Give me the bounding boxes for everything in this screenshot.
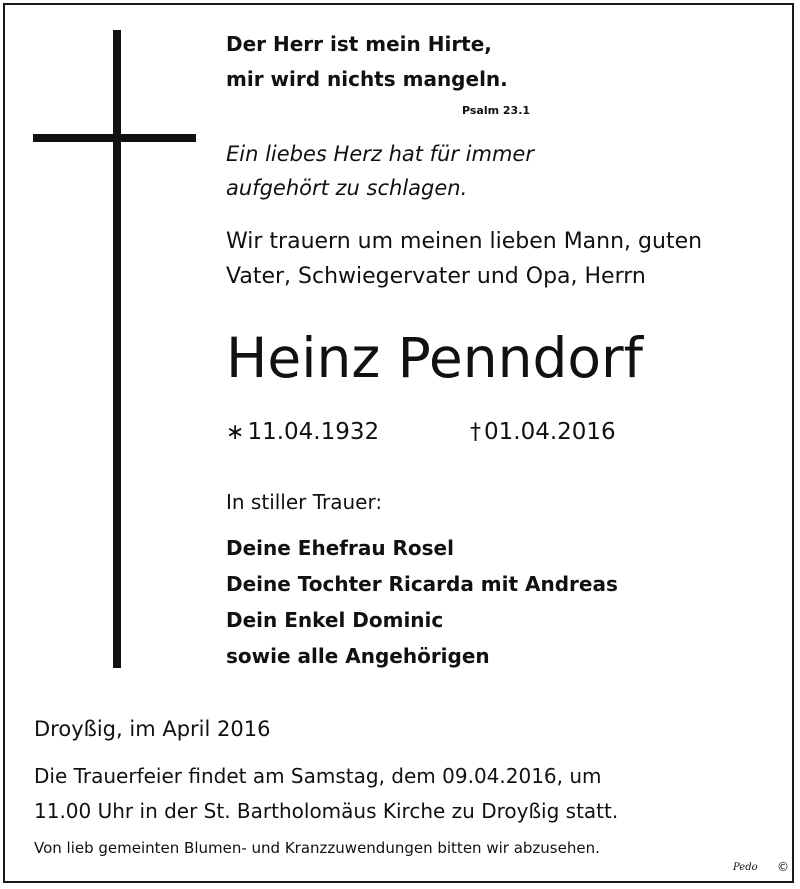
mourner-name: Deine Tochter Ricarda mit Andreas: [226, 572, 618, 596]
place-date: Droyßig, im April 2016: [34, 717, 271, 741]
psalm-reference: Psalm 23.1: [462, 104, 531, 117]
epitaph-line-1: Ein liebes Herz hat für immer: [226, 142, 534, 166]
flower-note: Von lieb gemeinten Blumen- und Kranzzuwendungen bitten wir abzusehen.: [34, 839, 600, 857]
death-cross-icon: †: [470, 420, 481, 445]
epitaph-line-2: aufgehört zu schlagen.: [226, 176, 468, 200]
deceased-name: Heinz Penndorf: [226, 326, 643, 390]
birth-date: [226, 419, 379, 445]
intro-line-2: Vater, Schwiegervater und Opa, Herrn: [226, 264, 646, 289]
cross-icon-vertical: [113, 30, 121, 668]
funeral-line-1: Die Trauerfeier findet am Samstag, dem 09.04.2016, um: [34, 764, 602, 788]
death-date: [470, 419, 616, 445]
mourner-name: sowie alle Angehörigen: [226, 644, 490, 668]
copyright-icon: ©: [777, 860, 789, 874]
psalm-line-2: mir wird nichts mangeln.: [226, 67, 508, 91]
psalm-line-1: Der Herr ist mein Hirte,: [226, 32, 492, 56]
designer-signature: Pedo: [733, 862, 758, 873]
birth-date-value: 11.04.1932: [247, 419, 380, 445]
death-date-value: 01.04.2016: [484, 419, 616, 445]
mourners-heading: In stiller Trauer:: [226, 490, 383, 514]
mourner-name: Dein Enkel Dominic: [226, 608, 444, 632]
funeral-line-2: 11.00 Uhr in der St. Bartholomäus Kirche zu Droyßig statt.: [34, 799, 619, 823]
birth-star-icon: ∗: [226, 420, 245, 445]
intro-line-1: Wir trauern um meinen lieben Mann, guten: [226, 229, 703, 254]
mourner-name: Deine Ehefrau Rosel: [226, 536, 454, 560]
cross-icon-horizontal: [33, 134, 196, 142]
